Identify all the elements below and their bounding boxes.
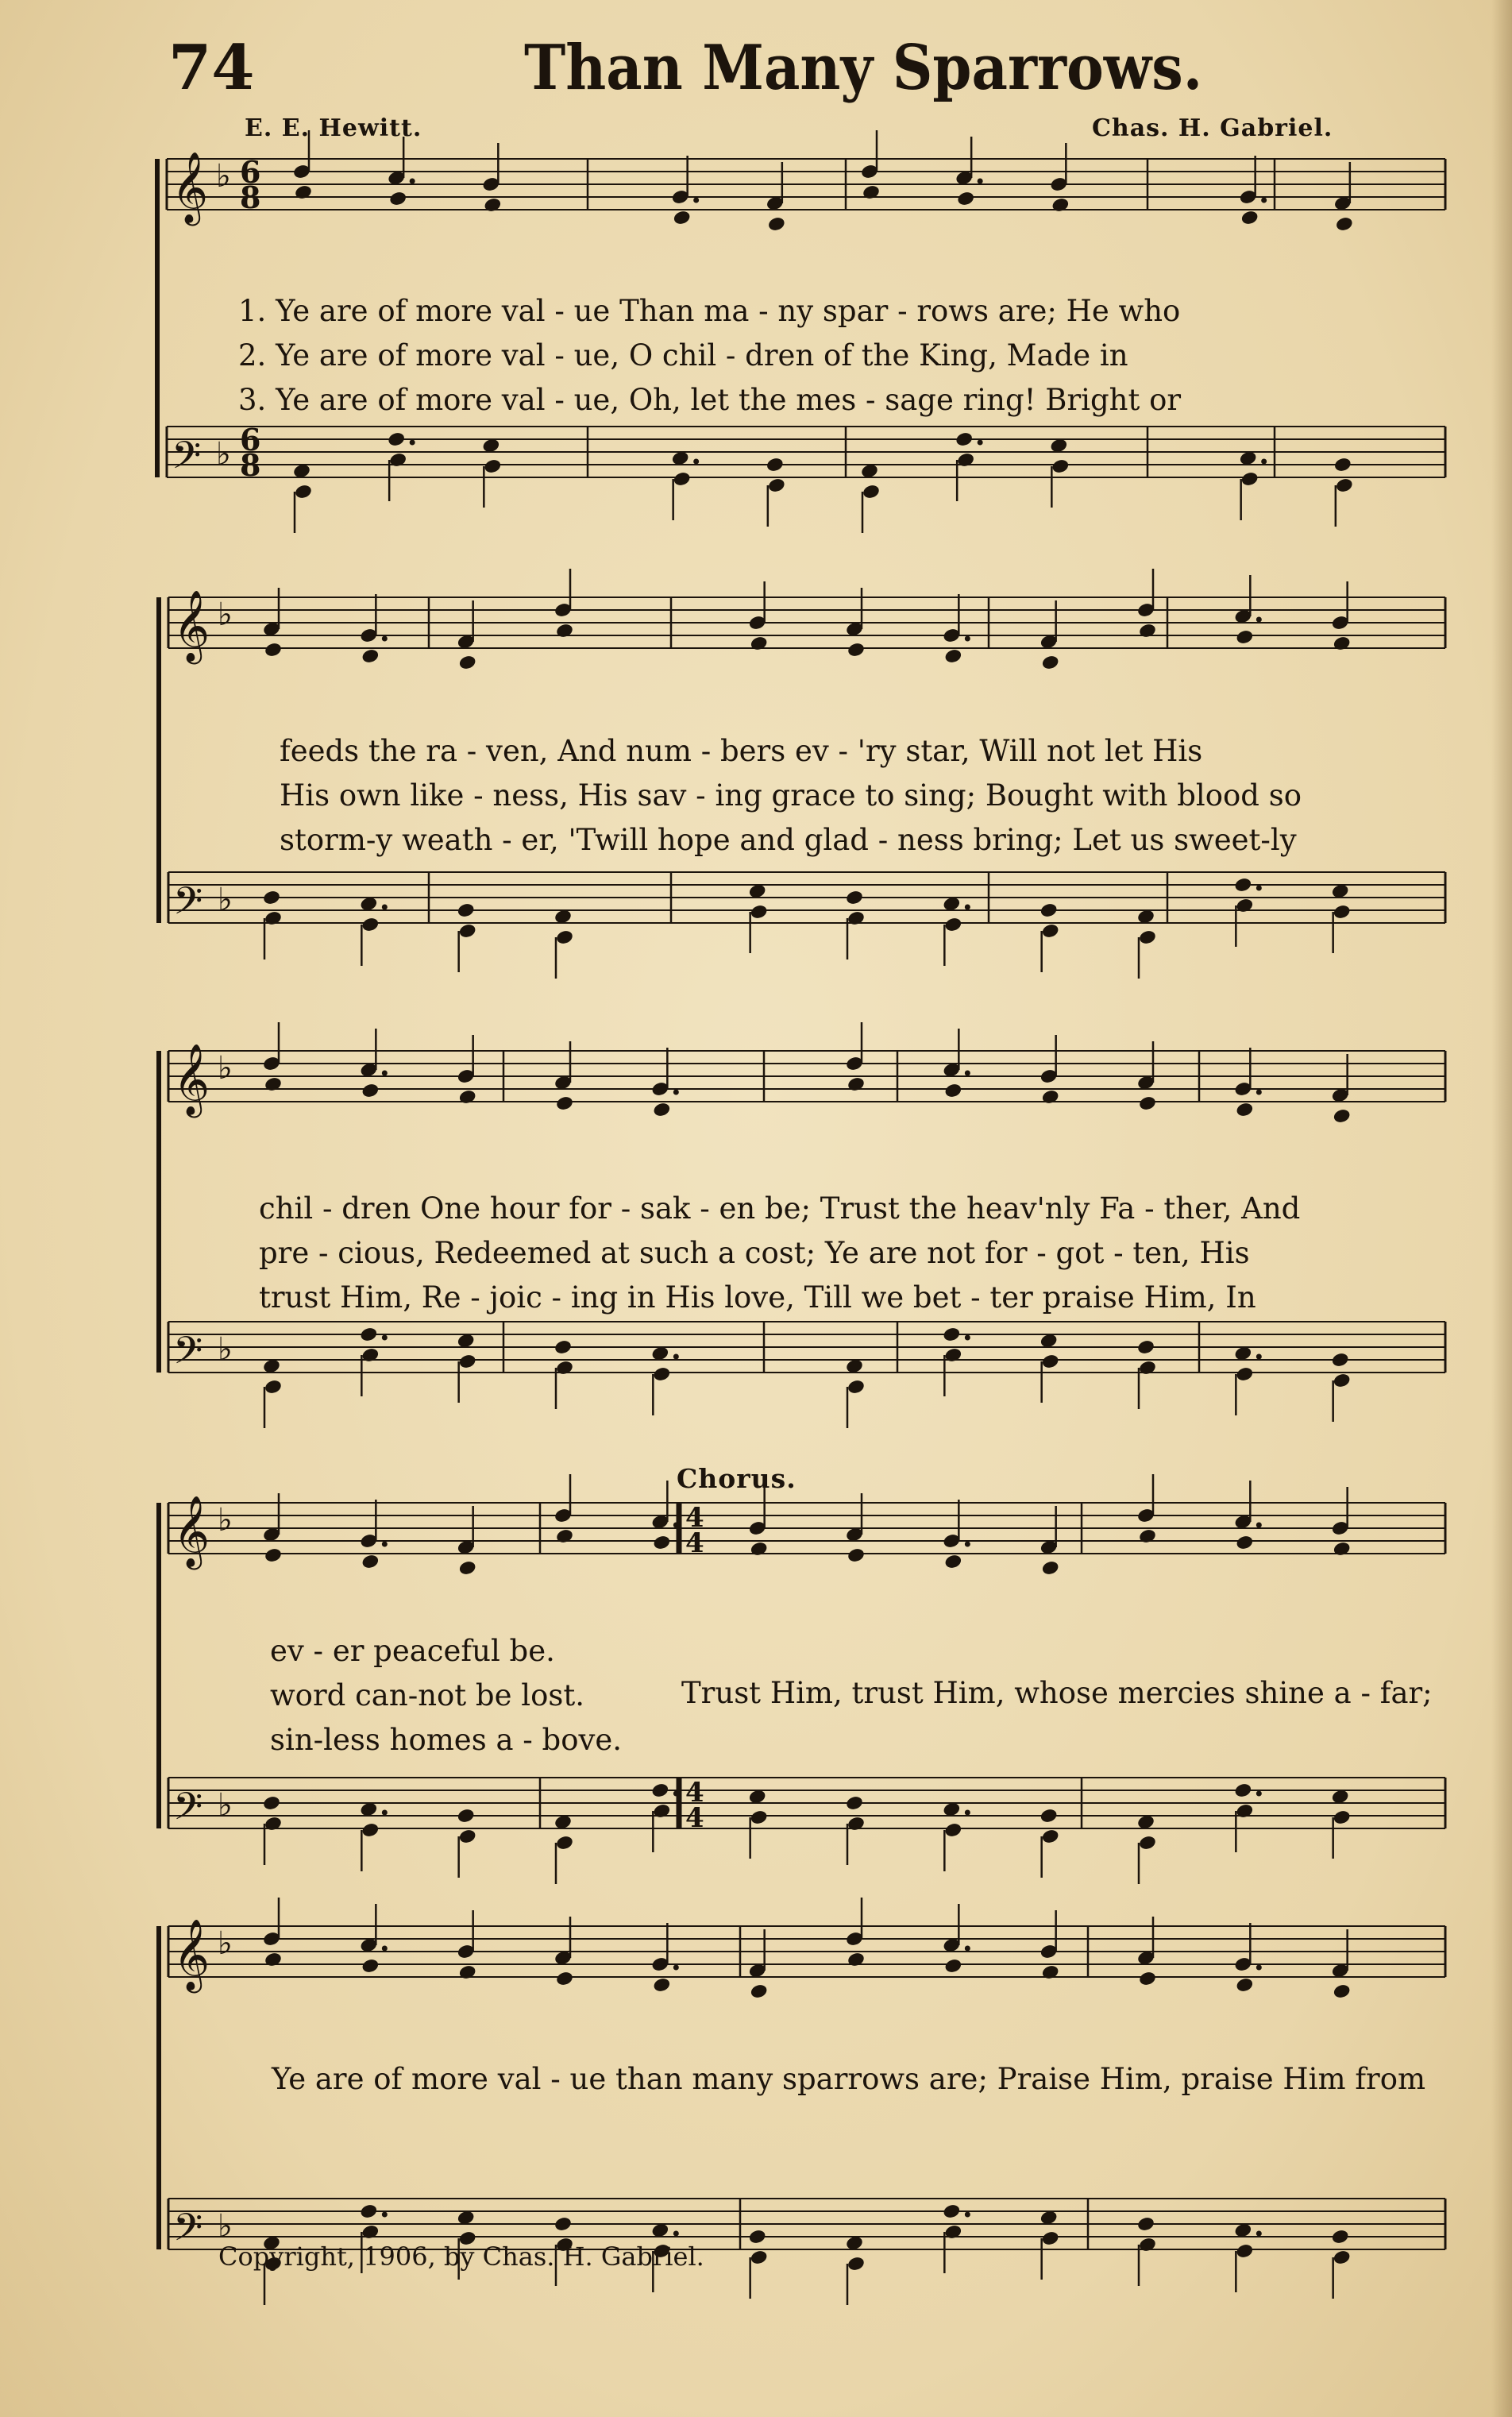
dot	[382, 1542, 388, 1547]
note-head	[1051, 458, 1070, 475]
note-head	[554, 1339, 573, 1356]
note-head	[1240, 471, 1259, 488]
flat-key-signature: ♭	[218, 1787, 233, 1824]
note-head	[650, 1782, 669, 1799]
note-head	[555, 1095, 574, 1112]
lyric-verse2-line4: word can-not be lost.	[270, 1678, 584, 1712]
note-head	[1041, 1964, 1060, 1981]
note-head	[458, 1353, 477, 1370]
flat-key-signature: ♭	[218, 1925, 233, 1963]
note-head	[847, 1547, 866, 1564]
dot	[382, 905, 388, 910]
note-head	[943, 2224, 962, 2241]
note-head	[1331, 2229, 1350, 2245]
flat-key-signature: ♭	[218, 1050, 233, 1087]
dot	[965, 1071, 970, 1076]
lyric-verse2-line1: 2. Ye are of more val - ue, O chil - dren of the King, Made in	[238, 338, 1128, 373]
note-head	[943, 1554, 962, 1570]
dot	[1256, 1090, 1262, 1095]
note-head	[1235, 1535, 1254, 1551]
note-head	[361, 1958, 380, 1975]
note-head	[845, 890, 864, 906]
dot	[1256, 886, 1262, 891]
note-head	[264, 1076, 283, 1093]
treble-clef: 𝄞	[172, 152, 209, 223]
dot	[382, 1810, 388, 1816]
note-head	[1333, 1373, 1352, 1389]
note-head	[483, 458, 502, 475]
flat-key-signature: ♭	[218, 597, 233, 634]
note-head	[1138, 1971, 1157, 1987]
note-head	[361, 2224, 380, 2241]
note-head	[942, 2203, 961, 2220]
note-head	[264, 1816, 283, 1832]
note-head	[1333, 2249, 1352, 2266]
lyric-chorus-line2: Ye are of more val - ue than many sparrows are; Praise Him, praise Him from	[272, 2062, 1426, 2096]
hymn-title: Than Many Sparrows.	[524, 32, 1203, 104]
bass-clef: 𝄢	[172, 433, 202, 487]
bass-clef: 𝄢	[173, 1784, 203, 1838]
lyric-verse1-line3: chil - dren One hour for - sak - en be; Trust the heav'nly Fa - ther, And	[259, 1191, 1301, 1226]
note-head	[1138, 2237, 1157, 2253]
dot	[965, 1542, 970, 1547]
dot	[382, 636, 388, 642]
note-head	[1040, 1808, 1059, 1824]
note-head	[847, 1952, 866, 1968]
note-head	[750, 2249, 769, 2266]
note-head	[555, 1835, 574, 1851]
note-head	[1333, 1108, 1352, 1125]
note-head	[361, 1347, 380, 1364]
note-head	[1136, 2216, 1155, 2233]
copyright-notice: Copyright, 1906, by Chas. H. Gabriel.	[218, 2241, 704, 2272]
note-head	[652, 1535, 671, 1551]
note-head	[847, 910, 866, 927]
flat-key-signature: ♭	[218, 882, 233, 918]
note-head	[1233, 877, 1252, 894]
note-head	[652, 1366, 671, 1383]
dot	[965, 1946, 970, 1952]
note-head	[555, 1360, 574, 1376]
dot	[693, 459, 699, 465]
note-head	[359, 1326, 378, 1343]
note-head	[1051, 197, 1070, 214]
note-head	[956, 452, 975, 469]
note-head	[1235, 898, 1254, 914]
note-head	[387, 431, 406, 448]
note-head	[1235, 1803, 1254, 1820]
note-head	[750, 904, 769, 921]
time-signature-bottom: 8	[240, 447, 261, 483]
dot	[1261, 459, 1267, 465]
note-head	[1235, 629, 1254, 646]
note-head	[264, 910, 283, 927]
dot	[978, 440, 983, 446]
note-head	[264, 1547, 283, 1564]
note-head	[767, 216, 786, 233]
note-head	[748, 2229, 767, 2245]
dot	[382, 2212, 388, 2218]
dot	[382, 1946, 388, 1952]
lyric-verse3-line2: storm-y weath - er, 'Twill hope and glad - ness bring; Let us sweet-ly	[280, 823, 1297, 857]
note-head	[359, 2203, 378, 2220]
note-head	[554, 2216, 573, 2233]
note-head	[1138, 1095, 1157, 1112]
note-head	[942, 1326, 961, 1343]
note-head	[458, 1560, 477, 1577]
dot	[965, 2212, 970, 2218]
note-head	[1041, 1560, 1060, 1577]
note-head	[652, 1977, 671, 1994]
treble-clef: 𝄞	[173, 590, 210, 662]
note-head	[1235, 1102, 1254, 1118]
note-head	[555, 1971, 574, 1987]
note-head	[943, 1958, 962, 1975]
dot	[1256, 1965, 1262, 1971]
note-head	[457, 902, 476, 919]
composer-credit: Chas. H. Gabriel.	[1092, 114, 1333, 142]
dot	[673, 1354, 679, 1360]
note-head	[1333, 1541, 1352, 1558]
lyric-verse1-line2: feeds the ra - ven, And num - bers ev - 'ry star, Will not let His	[280, 734, 1203, 768]
treble-clef: 𝄞	[173, 1919, 210, 1990]
note-head	[1041, 1353, 1060, 1370]
note-head	[1041, 1089, 1060, 1106]
note-head	[767, 477, 786, 494]
note-head	[388, 191, 407, 207]
note-head	[264, 1379, 283, 1396]
note-head	[766, 457, 785, 473]
dot	[965, 1810, 970, 1816]
note-head	[750, 1809, 769, 1826]
time-signature-bottom: 4	[685, 1802, 704, 1834]
lyric-chorus-line1: Trust Him, trust Him, whose mercies shine a - far;	[681, 1676, 1433, 1710]
note-head	[652, 1102, 671, 1118]
flat-key-signature: ♭	[218, 1502, 233, 1539]
dot	[1256, 1354, 1262, 1360]
dot	[693, 198, 699, 203]
note-head	[1331, 1352, 1350, 1369]
flat-key-signature: ♭	[218, 2208, 233, 2245]
time-signature-top: 6	[240, 422, 261, 458]
note-head	[845, 1795, 864, 1812]
note-head	[943, 917, 962, 933]
hymn-number: 74	[168, 32, 255, 104]
lyric-verse1-line4: ev - er peaceful be.	[270, 1634, 555, 1668]
dot	[410, 179, 415, 184]
note-head	[262, 890, 281, 906]
note-head	[361, 917, 380, 933]
note-head	[1138, 929, 1157, 946]
note-head	[1240, 210, 1259, 226]
bass-clef: 𝄢	[173, 2205, 203, 2259]
dot	[673, 2231, 679, 2237]
dot	[965, 905, 970, 910]
dot	[1256, 1523, 1262, 1528]
note-head	[862, 484, 881, 500]
note-head	[1235, 2243, 1254, 2260]
note-head	[943, 1083, 962, 1099]
dot	[1256, 2231, 1262, 2237]
dot	[410, 440, 415, 446]
dot	[965, 636, 970, 642]
note-head	[673, 471, 692, 488]
dot	[1256, 1791, 1262, 1797]
note-head	[847, 1379, 866, 1396]
note-head	[1138, 1835, 1157, 1851]
note-head	[262, 1795, 281, 1812]
flat-key-signature: ♭	[216, 436, 231, 473]
dot	[965, 1335, 970, 1341]
note-head	[294, 484, 313, 500]
note-head	[361, 1554, 380, 1570]
note-head	[457, 1808, 476, 1824]
dot	[1261, 198, 1267, 203]
note-head	[847, 1076, 866, 1093]
note-head	[1235, 1366, 1254, 1383]
note-head	[555, 1528, 574, 1545]
note-head	[1335, 216, 1354, 233]
treble-clef: 𝄞	[173, 1044, 210, 1115]
note-head	[1138, 1360, 1157, 1376]
note-head	[555, 929, 574, 946]
lyric-verse2-line2: His own like - ness, His sav - ing grace to sing; Bought with blood so	[280, 778, 1302, 813]
treble-clef: 𝄞	[173, 1496, 210, 1567]
dot	[673, 1090, 679, 1095]
note-head	[294, 184, 313, 201]
time-signature-top: 6	[240, 154, 261, 190]
note-head	[458, 923, 477, 940]
note-head	[652, 1803, 671, 1820]
note-head	[943, 648, 962, 665]
dot	[673, 1791, 679, 1797]
note-head	[1136, 1339, 1155, 1356]
bass-clef: 𝄢	[173, 878, 203, 932]
note-head	[1041, 923, 1060, 940]
note-head	[458, 654, 477, 671]
note-head	[750, 635, 769, 652]
note-head	[847, 642, 866, 658]
note-head	[750, 1983, 769, 2000]
note-head	[1333, 904, 1352, 921]
dot	[382, 1335, 388, 1341]
note-head	[483, 197, 502, 214]
note-head	[1040, 902, 1059, 919]
note-head	[361, 1822, 380, 1839]
note-head	[264, 1952, 283, 1968]
note-head	[458, 1828, 477, 1845]
dot	[673, 1523, 679, 1528]
note-head	[1041, 2230, 1060, 2247]
lyric-verse3-line4: sin-less homes a - bove.	[270, 1723, 623, 1757]
note-head	[1335, 477, 1354, 494]
note-head	[1041, 1828, 1060, 1845]
note-head	[264, 642, 283, 658]
note-head	[1333, 1809, 1352, 1826]
lyric-verse2-line3: pre - cious, Redeemed at such a cost; Ye are not for - got - ten, His	[259, 1236, 1250, 1270]
note-head	[943, 1822, 962, 1839]
note-head	[1333, 635, 1352, 652]
lyric-verse3-line1: 3. Ye are of more val - ue, Oh, let the mes - sage ring! Bright or	[238, 383, 1182, 417]
note-head	[555, 623, 574, 639]
note-head	[862, 184, 881, 201]
note-head	[1138, 623, 1157, 639]
author-credit: E. E. Hewitt.	[245, 114, 422, 142]
note-head	[955, 431, 974, 448]
note-head	[750, 1541, 769, 1558]
flat-key-signature: ♭	[216, 158, 231, 195]
note-head	[956, 191, 975, 207]
note-head	[943, 1347, 962, 1364]
bass-clef: 𝄢	[173, 1328, 203, 1382]
time-signature-bottom: 4	[685, 1527, 704, 1559]
dot	[1256, 617, 1262, 623]
dot	[978, 179, 983, 184]
note-head	[361, 648, 380, 665]
flat-key-signature: ♭	[218, 1331, 233, 1368]
time-signature-top: 4	[685, 1502, 704, 1534]
note-head	[1333, 457, 1352, 473]
note-head	[1041, 654, 1060, 671]
note-head	[1233, 1782, 1252, 1799]
time-signature-top: 4	[685, 1777, 704, 1809]
dot	[382, 1071, 388, 1076]
note-head	[361, 1083, 380, 1099]
time-signature-bottom: 8	[240, 180, 261, 215]
lyric-verse1-line1: 1. Ye are of more val - ue Than ma - ny spar - rows are; He who	[238, 294, 1181, 328]
note-head	[458, 1089, 477, 1106]
lyric-verse3-line3: trust Him, Re - joic - ing in His love, Till we bet - ter praise Him, In	[259, 1280, 1256, 1315]
note-head	[388, 452, 407, 469]
note-head	[673, 210, 692, 226]
note-head	[1235, 1977, 1254, 1994]
note-head	[458, 1964, 477, 1981]
note-head	[1138, 1528, 1157, 1545]
note-head	[847, 2256, 866, 2272]
dot	[673, 1965, 679, 1971]
chorus-label: Chorus.	[677, 1463, 796, 1494]
note-head	[1333, 1983, 1352, 2000]
note-head	[847, 1816, 866, 1832]
